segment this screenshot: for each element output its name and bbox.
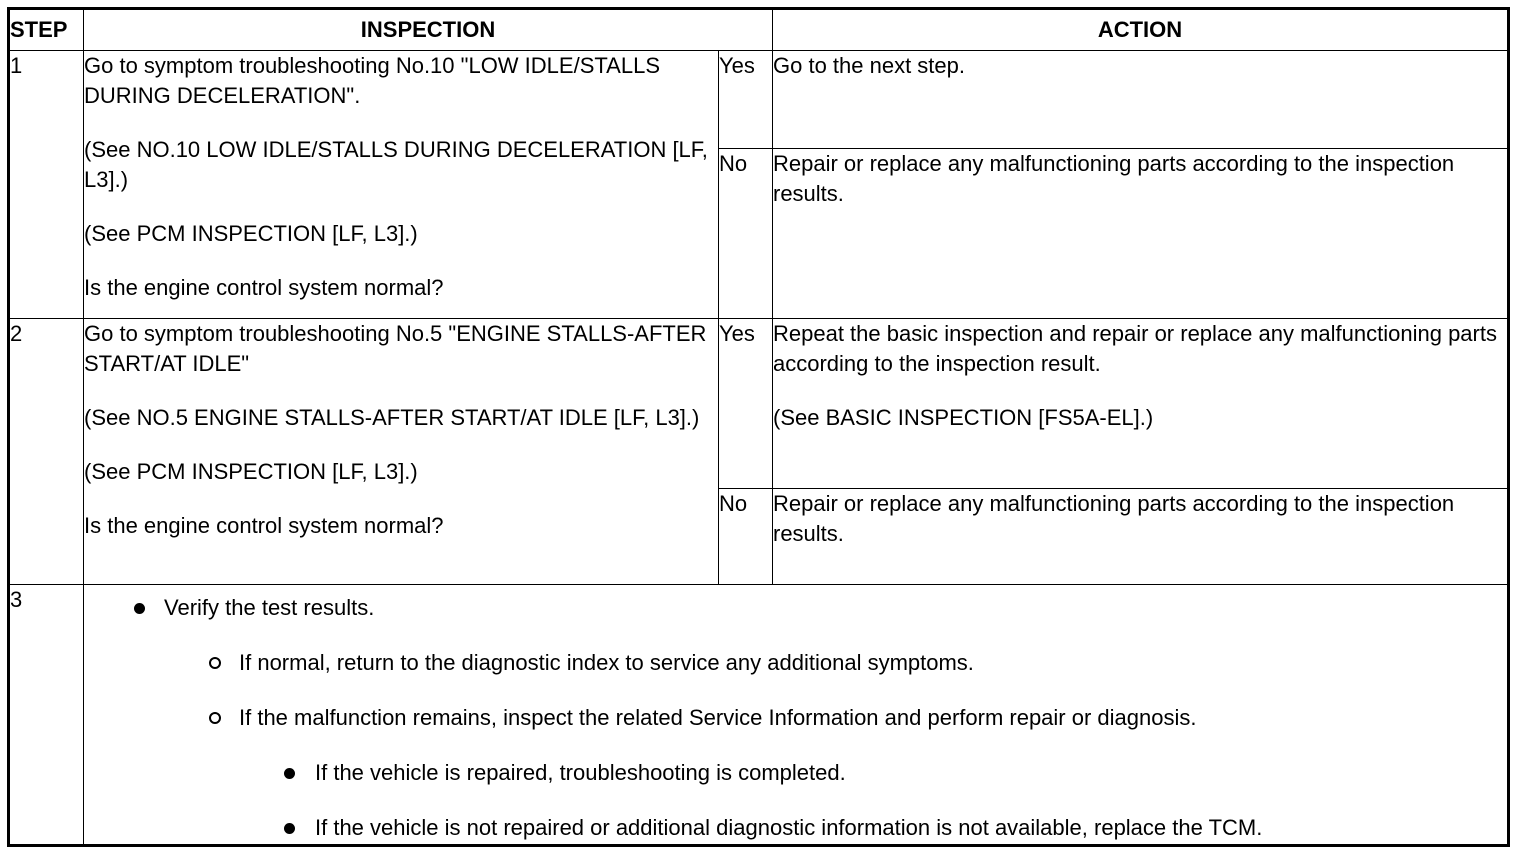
inspection-text: (See PCM INSPECTION [LF, L3].) [84, 221, 418, 246]
inspection-text: Go to symptom troubleshooting No.10 "LOW IDLE/STALLS DURING DECELERATION". [84, 53, 660, 108]
inspection-question: Is the engine control system normal? [84, 513, 444, 538]
bullet-icon [284, 768, 295, 779]
hollow-bullet-icon [209, 657, 221, 669]
bullet-icon [284, 823, 295, 834]
list-item: If the vehicle is not repaired or additional diagnostic information is not available, replace the TCM. [84, 813, 1507, 843]
yes-label: Yes [719, 51, 773, 149]
step-number: 3 [9, 585, 84, 846]
action-text: Go to the next step. [773, 53, 966, 78]
inspection-text: (See NO.10 LOW IDLE/STALLS DURING DECELERATION [LF, L3].) [84, 137, 708, 192]
step-3-row [9, 585, 1509, 846]
action-text: Repair or replace any malfunctioning parts according to the inspection results. [773, 491, 1455, 546]
step-1-yes-action [773, 51, 1509, 149]
step-3-instructions [84, 585, 1509, 846]
step-2-no-action [773, 489, 1509, 585]
step-number: 2 [9, 319, 84, 585]
action-text: Repeat the basic inspection and repair or replace any malfunctioning parts according to the inspection result. [773, 321, 1497, 376]
inspection-text: (See NO.5 ENGINE STALLS-AFTER START/AT IDLE [LF, L3].) [84, 405, 700, 430]
step-2-inspection [84, 319, 719, 585]
step-1-inspection [84, 51, 719, 319]
inspection-header: INSPECTION [84, 9, 773, 51]
inspection-question: Is the engine control system normal? [84, 275, 444, 300]
step-2-yes-action [773, 319, 1509, 489]
action-text: (See BASIC INSPECTION [FS5A-EL].) [773, 405, 1154, 430]
step-1-no-action [773, 149, 1509, 319]
hollow-bullet-icon [209, 712, 221, 724]
step-header: STEP [9, 9, 84, 51]
list-item: If normal, return to the diagnostic index to service any additional symptoms. [84, 648, 1507, 678]
step-number: 1 [9, 51, 84, 319]
header-row [9, 9, 1509, 51]
diagnostic-table [7, 7, 1510, 847]
action-text: Repair or replace any malfunctioning parts according to the inspection results. [773, 151, 1455, 206]
step-2-yes-row [9, 319, 1509, 489]
inspection-text: Go to symptom troubleshooting No.5 "ENGINE STALLS-AFTER START/AT IDLE" [84, 321, 707, 376]
list-item: If the vehicle is repaired, troubleshooting is completed. [84, 758, 1507, 788]
list-item: Verify the test results. [84, 593, 1507, 623]
step-1-yes-row [9, 51, 1509, 149]
list-item: If the malfunction remains, inspect the related Service Information and perform repair or diagnosis. [84, 703, 1507, 733]
action-header: ACTION [773, 9, 1509, 51]
yes-label: Yes [719, 319, 773, 489]
bullet-icon [134, 603, 145, 614]
no-label: No [719, 489, 773, 585]
no-label: No [719, 149, 773, 319]
inspection-text: (See PCM INSPECTION [LF, L3].) [84, 459, 418, 484]
